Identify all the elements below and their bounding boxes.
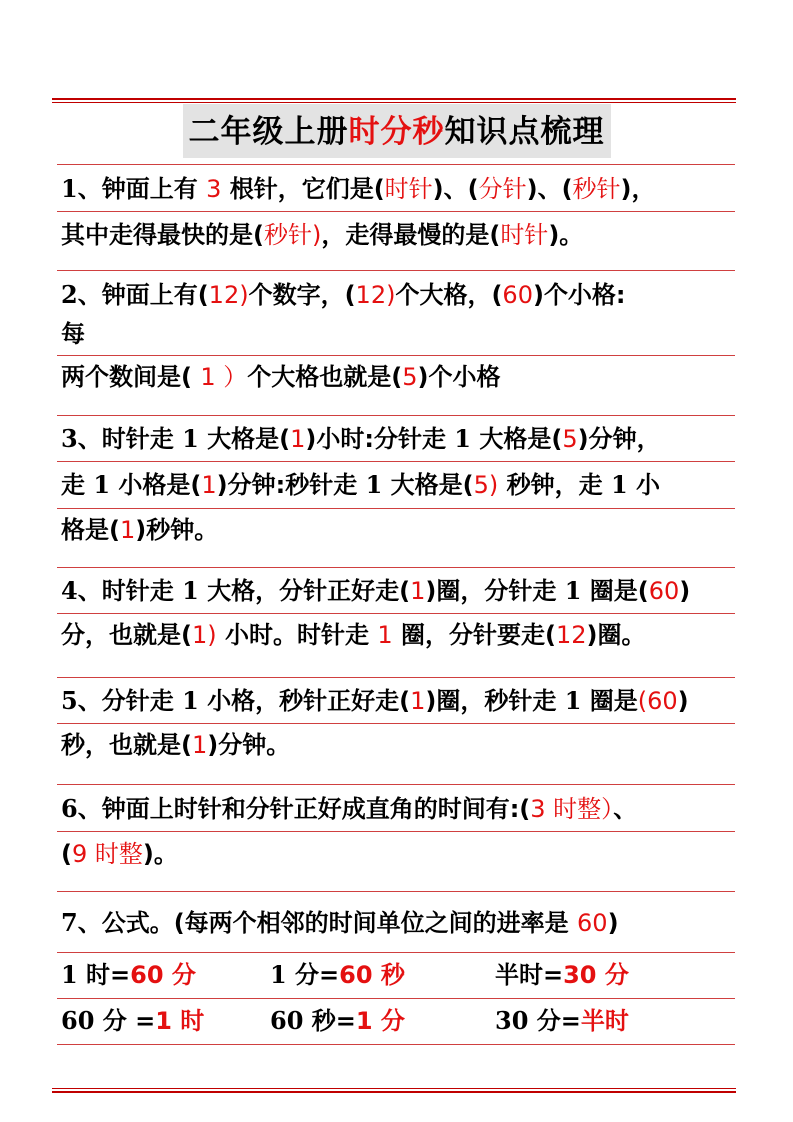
answer: 1 <box>410 687 426 715</box>
q3-line-1 <box>61 416 734 461</box>
text: )。 <box>548 221 584 249</box>
number: 1 <box>182 576 199 605</box>
number: 1 <box>182 424 199 453</box>
q6-number: 6 <box>61 794 78 823</box>
answer: 3 时整） <box>530 795 614 823</box>
text: 、时针走 <box>77 425 183 453</box>
q3-line-3 <box>61 508 734 553</box>
text: )圈，秒针走 <box>425 687 565 715</box>
top-rule-thin <box>52 102 736 103</box>
text: 秒，也就是( <box>61 731 192 759</box>
answer: 5 <box>402 363 418 391</box>
text: 、钟面上有( <box>77 281 209 309</box>
text: )小时:分针走 <box>305 425 455 453</box>
q2-line-1 <box>61 272 734 317</box>
text: )分钟。 <box>207 731 291 759</box>
answer: 9 时整 <box>71 840 143 868</box>
answer: 5) <box>473 471 499 499</box>
text: 根针，它们是( <box>221 175 385 203</box>
text: )分钟， <box>577 425 661 453</box>
text: 小格是( <box>110 471 202 499</box>
text: 、 <box>613 795 638 823</box>
text: 、分针走 <box>77 687 183 715</box>
q4-line-1 <box>61 568 734 613</box>
answer: (60 <box>637 687 678 715</box>
text: 分= <box>286 961 340 989</box>
text: )个小格 <box>417 363 501 391</box>
formula-cell <box>61 998 204 1044</box>
answer: 60 <box>577 909 608 937</box>
text: 小 <box>627 471 661 499</box>
q7-line-1 <box>61 900 734 945</box>
q5-line-2 <box>61 723 734 768</box>
text: 、 <box>77 909 102 937</box>
page-title <box>183 104 611 158</box>
number: 1 <box>182 686 199 715</box>
text: 分，也就是( <box>61 621 192 649</box>
number: 1 <box>610 470 628 499</box>
row-divider <box>57 164 735 165</box>
title-prefix: 二年级上册 <box>188 114 349 150</box>
text: ) <box>679 577 691 605</box>
answer: 1 <box>119 516 136 544</box>
text: ( <box>61 840 72 868</box>
text: ，走得最慢的是( <box>321 221 501 249</box>
q1-number: 1 <box>61 174 78 203</box>
text: 分 = <box>94 1007 156 1035</box>
text: 时= <box>77 961 131 989</box>
text: )分钟:秒针走 <box>216 471 366 499</box>
answer: 3 <box>206 175 222 203</box>
answer: 时针 <box>384 175 433 203</box>
answer: 秒针) <box>263 221 322 249</box>
q3-line-2 <box>61 462 734 507</box>
text: 小格，秒针正好走( <box>198 687 411 715</box>
text: 半时= <box>495 961 564 989</box>
formula-cell <box>270 998 405 1044</box>
answer: 1 ） <box>200 363 248 391</box>
answer: 分针 <box>478 175 527 203</box>
text: )圈，分针走 <box>425 577 565 605</box>
answer: 60 分 <box>130 961 196 989</box>
answer: 1 <box>191 731 208 759</box>
answer: 60 <box>502 281 533 309</box>
answer: 60 秒 <box>339 961 405 989</box>
text: 分= <box>528 1007 581 1035</box>
formula-cell <box>270 952 405 998</box>
q1-line-2 <box>61 213 734 258</box>
number: 60 <box>61 1006 95 1035</box>
text: )。 <box>142 840 178 868</box>
formula-heading: 公式 <box>101 909 150 937</box>
q4-line-2 <box>61 613 734 658</box>
q1-line-1 <box>61 166 734 211</box>
text: 个大格，( <box>395 281 503 309</box>
text: 。(每两个相邻的时间单位之间的进率是 <box>149 909 578 937</box>
text: 秒= <box>303 1007 356 1035</box>
q7-number: 7 <box>61 908 78 937</box>
answer: 半时 <box>580 1007 629 1035</box>
answer: 12) <box>208 281 249 309</box>
number: 1 <box>454 424 471 453</box>
number: 1 <box>365 470 383 499</box>
text: 、钟面上时针和分针正好成直角的时间有:( <box>77 795 531 823</box>
text: ) <box>677 687 689 715</box>
text: 个大格也就是( <box>247 363 403 391</box>
text: )个小格: <box>532 281 626 309</box>
answer: 1 <box>201 471 217 499</box>
q6-line-2 <box>61 832 734 877</box>
q5-number: 5 <box>61 686 78 715</box>
answer: 秒针 <box>572 175 621 203</box>
q3-number: 3 <box>61 424 78 453</box>
answer: 5 <box>562 425 578 453</box>
q2-line-2 <box>61 312 734 357</box>
answer: 时针 <box>500 221 549 249</box>
answer: 1 <box>410 577 426 605</box>
number: 1 <box>564 576 582 605</box>
text: 圈是( <box>581 577 649 605</box>
text: 个数字，( <box>248 281 356 309</box>
row-divider <box>57 270 735 271</box>
text: 、时针走 <box>77 577 183 605</box>
text: )、( <box>432 175 479 203</box>
row-divider <box>57 891 735 892</box>
text: 两个数间是( <box>61 363 201 391</box>
answer: 1) <box>191 621 217 649</box>
text: 大格是( <box>471 425 563 453</box>
answer: 1 时 <box>155 1007 205 1035</box>
text: 、钟面上有 <box>77 175 207 203</box>
q6-line-1 <box>61 786 734 831</box>
number: 1 <box>61 960 78 989</box>
title-wrap <box>0 104 793 158</box>
row-divider <box>57 211 735 212</box>
text: 圈是 <box>581 687 638 715</box>
text: )秒钟。 <box>135 516 219 544</box>
q2-number: 2 <box>61 280 78 309</box>
text: 大格是( <box>198 425 291 453</box>
text: 每 <box>61 320 85 348</box>
title-highlight: 时分秒 <box>348 114 445 150</box>
text: 走 <box>61 471 94 499</box>
number: 1 <box>270 960 287 989</box>
row-divider <box>57 784 735 785</box>
text: 秒钟，走 <box>498 471 611 499</box>
text: 圈，分针要走( <box>392 621 556 649</box>
text: ) <box>607 909 619 937</box>
number: 60 <box>270 1006 304 1035</box>
text: 其中走得最快的是( <box>61 221 264 249</box>
q5-line-1 <box>61 678 734 723</box>
text: 格是( <box>61 516 120 544</box>
bottom-rule-thin <box>52 1088 736 1089</box>
text: )， <box>620 175 656 203</box>
answer: 12 <box>555 621 587 649</box>
row-divider <box>57 1044 735 1045</box>
answer: 30 分 <box>563 961 629 989</box>
text: 小时。时针走 <box>216 621 378 649</box>
formula-cell <box>495 952 629 998</box>
text: 大格是( <box>382 471 474 499</box>
answer: 1 <box>377 621 393 649</box>
q2-line-3 <box>61 355 734 400</box>
text: 大格，分针正好走( <box>198 577 411 605</box>
text: )、( <box>526 175 573 203</box>
number: 1 <box>564 686 582 715</box>
bottom-rule <box>52 1091 736 1093</box>
title-suffix: 知识点梳理 <box>444 114 605 150</box>
number: 30 <box>495 1006 529 1035</box>
answer: 1 <box>290 425 306 453</box>
formula-cell <box>61 952 196 998</box>
formula-cell <box>495 998 629 1044</box>
answer: 12) <box>355 281 396 309</box>
text: )圈。 <box>586 621 646 649</box>
answer: 60 <box>648 577 680 605</box>
q4-number: 4 <box>61 576 78 605</box>
number: 1 <box>93 470 111 499</box>
answer: 1 分 <box>355 1007 405 1035</box>
top-rule <box>52 98 736 100</box>
